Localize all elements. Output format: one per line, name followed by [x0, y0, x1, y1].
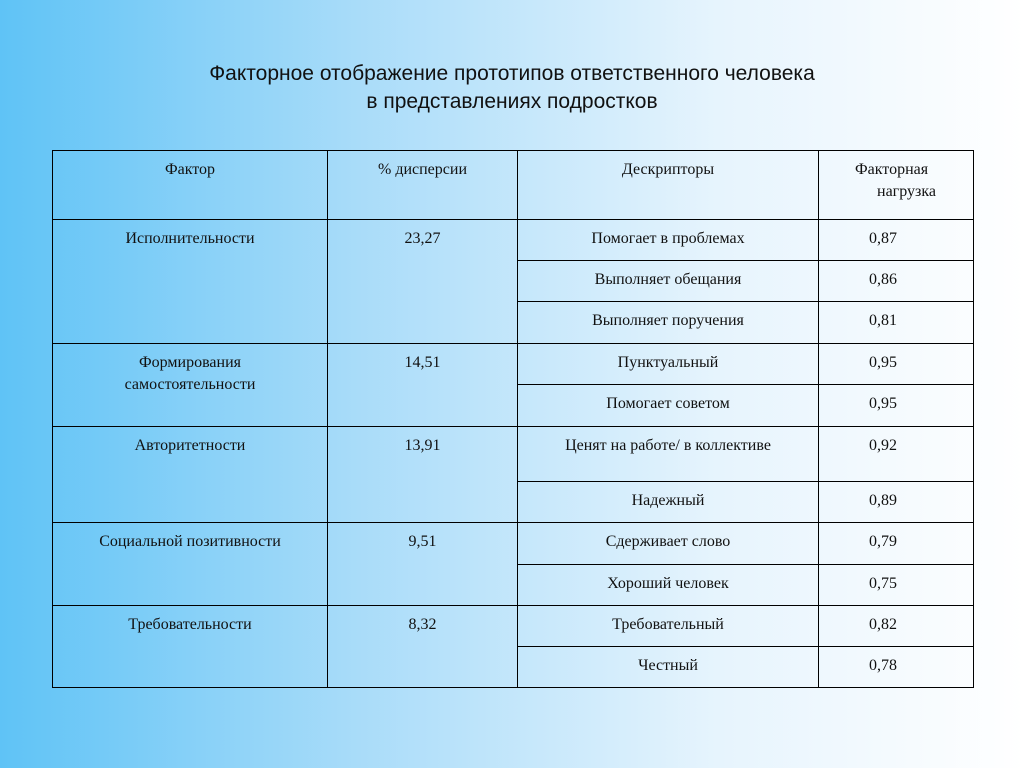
- header-loading: [819, 151, 974, 220]
- descriptor-cell: Ценят на работе/ в коллективе: [518, 427, 819, 482]
- factor-line-1: Формирования: [138, 354, 241, 371]
- descriptor-cell: Хороший человек: [518, 565, 819, 606]
- factor-cell: Исполнительности: [53, 220, 328, 344]
- factor-cell: Требовательности: [53, 606, 328, 688]
- header-loading-line-1: Факторная: [855, 161, 929, 178]
- loading-cell: 0,86: [819, 261, 974, 302]
- table-row: [53, 606, 974, 647]
- factor-line-2: самостоятельности: [124, 376, 256, 393]
- loading-cell: 0,82: [819, 606, 974, 647]
- title-line-1: Факторное отображение прототипов ответственного человека: [209, 62, 815, 85]
- descriptor-cell: Выполняет обещания: [518, 261, 819, 302]
- table-row: [53, 427, 974, 482]
- table-row: [53, 523, 974, 565]
- loading-cell: 0,81: [819, 302, 974, 344]
- header-row: [53, 151, 974, 220]
- descriptor-cell: Помогает советом: [518, 385, 819, 427]
- header-loading-line-2: нагрузка: [877, 183, 936, 200]
- variance-cell: 13,91: [328, 427, 518, 523]
- header-variance: % дисперсии: [328, 151, 518, 220]
- loading-cell: 0,78: [819, 647, 974, 688]
- loading-cell: 0,95: [819, 385, 974, 427]
- factor-table: [52, 150, 974, 688]
- slide-title: [0, 60, 1024, 116]
- table-row: [53, 344, 974, 385]
- loading-cell: 0,87: [819, 220, 974, 261]
- variance-cell: 9,51: [328, 523, 518, 606]
- descriptor-cell: Требовательный: [518, 606, 819, 647]
- variance-cell: 8,32: [328, 606, 518, 688]
- loading-cell: 0,75: [819, 565, 974, 606]
- factor-cell: Социальной позитивности: [53, 523, 328, 606]
- variance-cell: 14,51: [328, 344, 518, 427]
- factor-cell: [53, 344, 328, 427]
- header-descriptors: Дескрипторы: [518, 151, 819, 220]
- variance-cell: 23,27: [328, 220, 518, 344]
- loading-cell: 0,79: [819, 523, 974, 565]
- descriptor-cell: Пунктуальный: [518, 344, 819, 385]
- table-row: [53, 220, 974, 261]
- loading-cell: 0,95: [819, 344, 974, 385]
- loading-cell: 0,89: [819, 482, 974, 523]
- header-factor: Фактор: [53, 151, 328, 220]
- loading-cell: 0,92: [819, 427, 974, 482]
- factor-cell: Авторитетности: [53, 427, 328, 523]
- descriptor-cell: Выполняет поручения: [518, 302, 819, 344]
- descriptor-cell: Честный: [518, 647, 819, 688]
- descriptor-cell: Сдерживает слово: [518, 523, 819, 565]
- descriptor-cell: Помогает в проблемах: [518, 220, 819, 261]
- title-line-2: в представлениях подростков: [366, 90, 658, 113]
- descriptor-cell: Надежный: [518, 482, 819, 523]
